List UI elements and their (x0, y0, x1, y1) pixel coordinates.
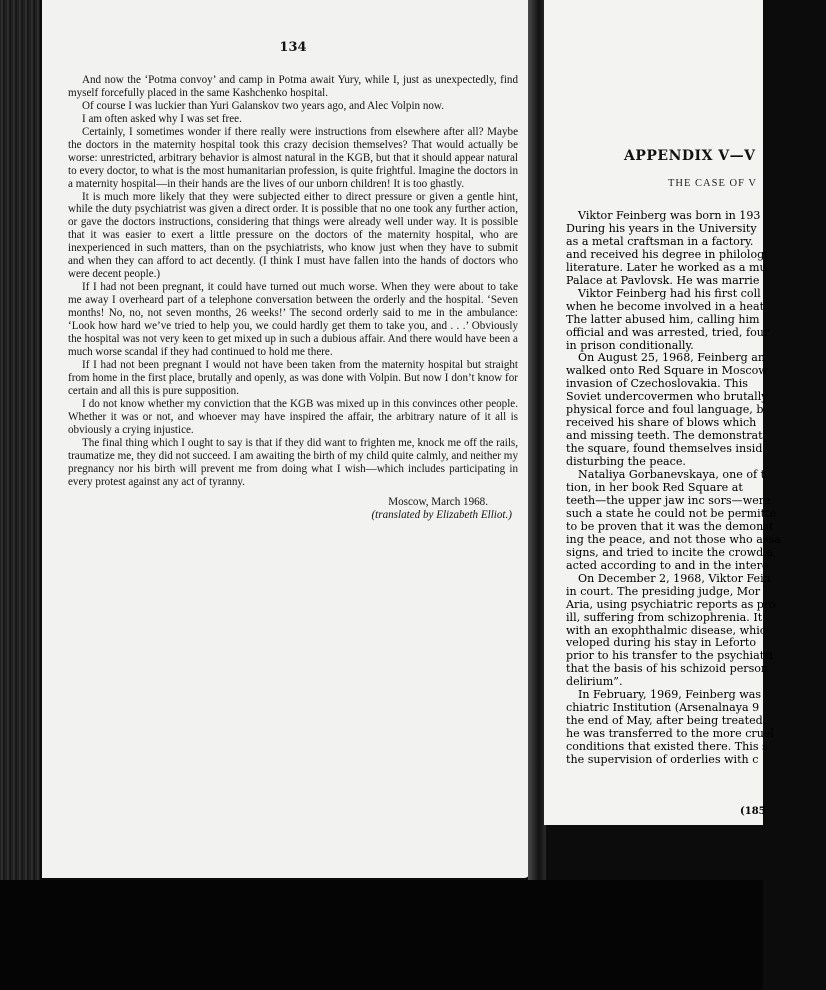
text-line: On August 25, 1968, Feinberg an (578, 351, 766, 365)
text-line: received his share of blows which (566, 416, 757, 430)
text-line: signs, and tried to incite the crowd a (566, 545, 774, 559)
signature-place-date: Moscow, March 1968. (388, 496, 488, 509)
text-line: During his years in the University (566, 221, 757, 235)
appendix-title: APPENDIX V—V (624, 148, 756, 164)
text-line: veloped during his stay in Leforto (566, 636, 757, 650)
signature-translator: (translated by Elizabeth Elliot.) (371, 509, 512, 522)
scan-background (0, 880, 763, 990)
text-line: official and was arrested, tried, four (566, 325, 770, 339)
paragraph: Of course I was luckier than Yuri Galanskov two years ago, and Alec Volpin now. (82, 99, 445, 112)
right-page-body (566, 210, 826, 767)
text-line: delirium”. (566, 675, 623, 689)
text-line: conditions that existed there. This s (566, 740, 768, 754)
text-line: to be proven that it was the demonst (566, 519, 774, 533)
text-line: Soviet undercovermen who brutally (566, 390, 768, 404)
text-line: the square, found themselves insid (566, 442, 763, 456)
case-subheading: THE CASE OF V (668, 178, 757, 189)
text-line: prior to his transfer to the psychiatri (566, 649, 774, 663)
right-page-number: (185 (740, 806, 766, 817)
text-line: ill, suffering from schizophrenia. It (566, 610, 763, 624)
text-line: as a metal craftsman in a factory. (566, 234, 754, 248)
text-line: walked onto Red Square in Moscow (566, 364, 768, 378)
text-line: in court. The presiding judge, Mor (566, 584, 761, 598)
paragraph: I am often asked why I was set free. (82, 112, 242, 125)
left-paragraphs (68, 74, 518, 489)
text-line: when he become involved in a heat (566, 299, 765, 313)
paragraph: If I had not been pregnant I would not have been taken from the maternity hospital but straight from home in the first place, brutally and openly, as was done with Volpin. But now I don’t know for certain and all this is pure supposition. (68, 358, 518, 397)
text-line: he was transferred to the more cruel (566, 727, 774, 741)
text-line: Nataliya Gorbanevskaya, one of t (578, 468, 766, 482)
paragraph: The final thing which I ought to say is that if they did want to frighten me, knock me off the rails, traumatize me, they did not succeed. I am awaiting the birth of my child quite calmly, and neither my pregnancy nor his birth will prevent me from doing what I wish—which includes participating in every protest against any act of tyranny. (68, 436, 518, 488)
text-line: the end of May, after being treated (566, 714, 763, 728)
paragraph: And now the ‘Potma convoy’ and camp in Potma await Yury, while I, just as unexpectedly, find myself forcefully placed in the same Kashchenko hospital. (68, 73, 518, 99)
paragraph: It is much more likely that they were subjected either to direct pressure or given a gentle hint, while the duty psychiatrist was given a direct order. It is possible that no one took any further action, or gave the doctors instructions, considering that things were already well under way. It is possible that it was easier to exert a little pressure on the doctors of the maternity hospital, who are inexperienced in such matters, than on the psychiatrists, who know just when they have to submit and when they can afford to act decently. (I think I must have fallen into the hands of doctors who were decent people.) (68, 190, 518, 281)
left-page-text (68, 42, 518, 522)
text-line: Viktor Feinberg had his first coll (578, 286, 761, 300)
paragraph: If I had not been pregnant, it could have turned out much worse. When they were about to take me away I overheard part of a telephone conversation between the orderly and the hospital. ‘Seven months! No, no, not seven months, 26 weeks!’ The second orderly said to me in the ambulance: ‘Look how hard we’ve tried to help you, we could hardly get them to take you, and . . .’ Obviously the hospital was not very keen to get mixed up in such a dubious affair. And there would have been a much worse scandal if they had continued to hold me there. (68, 281, 518, 358)
text-line: and missing teeth. The demonstrat (566, 429, 763, 443)
scan-edge-left (0, 0, 40, 990)
right-page (544, 0, 781, 825)
page-number: 134 (279, 40, 307, 55)
text-line: The latter abused him, calling him (566, 312, 760, 326)
paragraph: I do not know whether my conviction that the KGB was mixed up in this convinces other people. Whether it was or not, and whoever may have inspired the affair, the arbitrary nature of it all is obviously a crying injustice. (68, 397, 518, 436)
text-line: teeth—the upper jaw inc sors—were (566, 493, 771, 507)
text-line: the supervision of orderlies with c (566, 753, 759, 767)
text-line: tion, in her book Red Square at (566, 481, 743, 495)
signature-block (68, 496, 518, 522)
text-line: In February, 1969, Feinberg was (578, 688, 762, 702)
text-line: with an exophthalmic disease, whic (566, 623, 767, 637)
text-line: Aria, using psychiatric reports as pro (566, 597, 776, 611)
text-line: disturbing the peace. (566, 455, 686, 469)
paragraph: Certainly, I sometimes wonder if there really were instructions from elsewhere after all? Maybe the doctors in the maternity hospital took this crazy decision themselves? That would actually be worse: unrestricted, arbitrary behavior is almost natural in the KGB, but that it should appear natural to every doctor, to what is the most humanitarian profession, is quite frightful. Imagine the doctors in a maternity hospital—in their hands are the lives of our unborn children! It is too ghastly. (68, 125, 518, 190)
text-line: and received his degree in philologi (566, 247, 768, 261)
text-line: physical force and foul language, b (566, 403, 764, 417)
text-line: Viktor Feinberg was born in 193 (578, 209, 761, 222)
text-line: literature. Later he worked as a mu (566, 260, 767, 274)
text-line: that the basis of his schizoid person (566, 662, 769, 676)
text-line: On December 2, 1968, Viktor Fein (578, 571, 771, 585)
text-line: Palace at Pavlovsk. He was marrie (566, 273, 760, 287)
text-line: ing the peace, and not those who assa (566, 532, 781, 546)
text-line: acted according to and in the intere (566, 558, 769, 572)
text-line: chiatric Institution (Arsenalnaya 9 (566, 701, 760, 715)
text-line: invasion of Czechoslovakia. This (566, 377, 748, 391)
text-line: such a state he could not be permitte (566, 506, 777, 520)
text-line: in prison conditionally. (566, 338, 694, 352)
